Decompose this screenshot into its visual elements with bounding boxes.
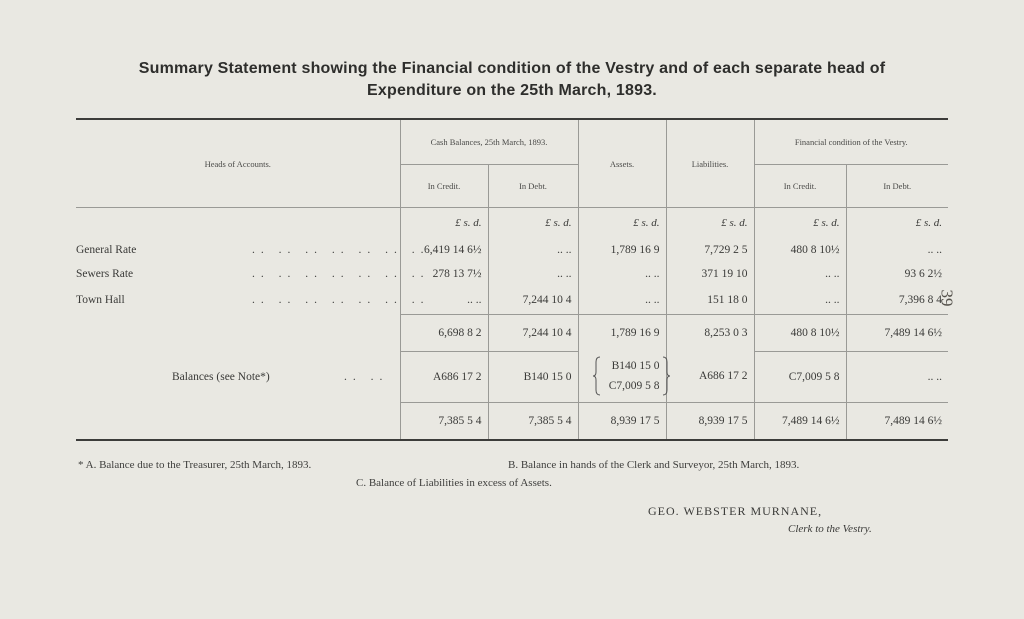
unit-label: £ s. d. [754,208,846,239]
cell-fc-debt: 7,396 8 4 [846,286,948,314]
cell-cash-debt: 7,244 10 4 [488,286,578,314]
total-liabilities: 8,939 17 5 [666,402,754,440]
signature-role: Clerk to the Vestry. [788,523,872,535]
row-label [76,262,430,286]
total-cash-credit: 7,385 5 4 [400,402,488,440]
unit-label: £ s. d. [578,208,666,239]
unit-label: £ s. d. [846,208,948,239]
dot-leader: .. .. [344,370,389,383]
cell-cash-credit: 6,419 14 6½ [400,238,488,262]
total-fc-credit: 7,489 14 6½ [754,402,846,440]
signature-name: GEO. WEBSTER MURNANE, [648,504,823,518]
balances-cash-debt: B140 15 0 [488,351,578,402]
subtotal-row [76,314,948,351]
cell-assets: .. .. [578,286,666,314]
footnote-b: B. Balance in hands of the Clerk and Surveyor, 25th March, 1893. [508,459,800,471]
summary-table [76,118,948,441]
title-line-1: Summary Statement showing the Financial condition of the Vestry and of each separate head of [138,60,886,77]
balances-label-cell [76,351,400,402]
header-cash-in-credit: In Credit. [400,165,488,208]
cell-liabilities: 151 18 0 [666,286,754,314]
cell-fc-debt: 93 6 2½ [846,262,948,286]
footnote-a: * A. Balance due to the Treasurer, 25th March, 1893. [78,459,312,471]
header-fc-in-debt: In Debt. [846,165,948,208]
header-row-1 [76,119,948,165]
cell-cash-credit: .. .. [400,286,488,314]
table-row [76,262,948,286]
balances-label: Balances (see Note*) [172,370,270,383]
balances-liabilities: A686 17 2 [666,351,754,402]
header-financial-condition: Financial condition of the Vestry. [754,119,948,165]
cell-liabilities: 7,729 2 5 [666,238,754,262]
balances-row [76,351,948,402]
cell-fc-credit: 480 8 10½ [754,238,846,262]
subtotal-cash-credit: 6,698 8 2 [400,314,488,351]
document-title [60,58,964,102]
subtotal-liabilities: 8,253 0 3 [666,314,754,351]
page-number: 39 [937,289,957,307]
title-line-2: Expenditure on the 25th March, 1893. [367,82,657,99]
total-assets: 8,939 17 5 [578,402,666,440]
dot-leader: .. .. .. .. .. .. .. [252,294,430,306]
header-assets: Assets. [578,119,666,208]
row-label-general-rate: General Rate [76,244,137,256]
header-cash-in-debt: In Debt. [488,165,578,208]
total-fc-debt: 7,489 14 6½ [846,402,948,440]
cell-liabilities: 371 19 10 [666,262,754,286]
row-label-town-hall: Town Hall [76,294,125,306]
cell-cash-debt: .. .. [488,238,578,262]
unit-label: £ s. d. [400,208,488,239]
left-brace-icon [593,356,601,396]
cell-cash-credit: 278 13 7½ [400,262,488,286]
balances-assets [578,351,666,402]
row-label-sewers-rate: Sewers Rate [76,268,134,280]
balances-fc-credit: C7,009 5 8 [754,351,846,402]
unit-label: £ s. d. [666,208,754,239]
cell-fc-credit: .. .. [754,286,846,314]
cell-fc-debt: .. .. [846,238,948,262]
dot-leader: .. .. .. .. .. .. .. [252,244,430,256]
header-fc-in-credit: In Credit. [754,165,846,208]
header-liabilities: Liabilities. [666,119,754,208]
cell-assets: 1,789 16 9 [578,238,666,262]
subtotal-fc-credit: 480 8 10½ [754,314,846,351]
right-brace-icon [662,356,670,396]
cell-cash-debt: .. .. [488,262,578,286]
header-cash-balances: Cash Balances, 25th March, 1893. [400,119,578,165]
dot-leader: .. .. .. .. .. .. .. [252,268,430,280]
balances-assets-b: B140 15 0 [611,360,660,373]
total-cash-debt: 7,385 5 4 [488,402,578,440]
unit-label: £ s. d. [488,208,578,239]
units-row [76,208,948,239]
cell-fc-credit: .. .. [754,262,846,286]
balances-fc-debt: .. .. [846,351,948,402]
subtotal-fc-debt: 7,489 14 6½ [846,314,948,351]
total-row [76,402,948,440]
footnote-c: C. Balance of Liabilities in excess of Assets. [356,477,552,489]
header-heads-of-accounts: Heads of Accounts. [76,119,400,208]
subtotal-cash-debt: 7,244 10 4 [488,314,578,351]
row-label [76,238,430,262]
table-row [76,238,948,262]
table-row [76,286,948,314]
balances-assets-c: C7,009 5 8 [608,380,660,393]
cell-assets: .. .. [578,262,666,286]
row-label [76,286,430,314]
subtotal-assets: 1,789 16 9 [578,314,666,351]
balances-cash-credit: A686 17 2 [400,351,488,402]
